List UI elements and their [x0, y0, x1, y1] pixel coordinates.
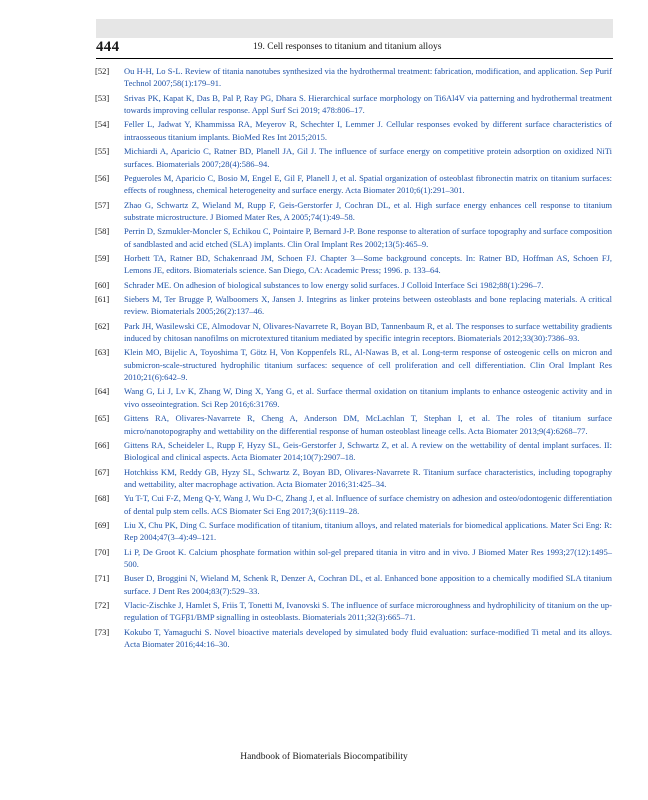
reference-number: [64]: [95, 386, 110, 397]
reference-entry: [95, 626, 612, 651]
header-bar: [96, 19, 613, 38]
reference-link[interactable]: Gittens RA, Olivares-Navarrete R, Cheng A, Anderson DM, McLachlan T, Stephan I, et al. The roles of titanium surface micro/nanotopography and wettability on the differential response of human osteoblast lineage cells. Acta Biomater 2013;9(4):6268–77.: [124, 413, 612, 436]
reference-link[interactable]: Schrader ME. On adhesion of biological substances to low energy solid surfaces. J Colloid Interface Sci 1982;88(1):296–7.: [124, 279, 544, 290]
header-rule: [96, 58, 613, 59]
reference-number: [57]: [95, 199, 110, 210]
reference-number: [62]: [95, 320, 110, 331]
reference-number: [73]: [95, 626, 110, 637]
reference-link[interactable]: Park JH, Wasilewski CE, Almodovar N, Olivares-Navarrete R, Boyan BD, Tannenbaum R, et al. The responses to surface wettability gradients induced by chitosan nanofilms on microtextured titanium mediated by specific integrin receptors. Biomaterials 2012;33(30):7386–93.: [124, 320, 612, 344]
reference-link[interactable]: Ou H-H, Lo S-L. Review of titania nanotubes synthesized via the hydrothermal treatment: fabrication, modification, and application. Sep Purif Technol 2007;58(1):179–91.: [124, 66, 612, 89]
reference-entry: [95, 199, 612, 224]
reference-link[interactable]: Zhao G, Schwartz Z, Wieland M, Rupp F, Geis-Gerstorfer J, Cochran DL, et al. High surface energy enhances cell response to titanium substrate microstructure. J Biomed Mater Res, A 2005;74(1):49–58.: [124, 199, 612, 222]
reference-entry: [95, 225, 612, 250]
reference-entry: [95, 492, 612, 517]
reference-link[interactable]: Siebers M, Ter Brugge P, Walboomers X, Jansen J. Integrins as linker proteins between osteoblasts and bone replacing materials. A critical review. Biomaterials 2005;26(2):137–46.: [124, 293, 612, 317]
reference-entry: [95, 172, 612, 197]
reference-entry: [95, 572, 612, 597]
reference-link[interactable]: Yu T-T, Cui F-Z, Meng Q-Y, Wang J, Wu D-C, Zhang J, et al. Influence of surface chemistry on adhesion and osteo/odontogenic differentiation of dental pulp stem cells. ACS Biomater Sci Eng 2017;3(6):1119–28.: [124, 493, 612, 516]
reference-number: [66]: [95, 439, 110, 450]
reference-link[interactable]: Srivas PK, Kapat K, Das B, Pal P, Ray PG, Dhara S. Hierarchical surface morphology on Ti6Al4V via patterning and hydrothermal treatment towards improving cellular response. Appl Surf Sci 2019; 478:806–17.: [124, 92, 612, 116]
running-head: 19. Cell responses to titanium and titanium alloys: [253, 42, 442, 52]
reference-entry: [95, 599, 612, 624]
reference-entry: [95, 279, 612, 291]
reference-entry: [95, 439, 612, 464]
reference-number: [56]: [95, 172, 110, 183]
reference-link[interactable]: Klein MO, Bijelic A, Toyoshima T, Götz H, Von Koppenfels RL, Al-Nawas B, et al. Long-term response of osteogenic cells on micron and submicron-scale-structured hydrophilic titanium surfaces: sequence of cell proliferation and cell differentiation. Clin Oral Implant Res 2010;21(6):642–9.: [124, 347, 612, 383]
reference-number: [67]: [95, 466, 110, 477]
reference-number: [68]: [95, 493, 110, 504]
reference-link[interactable]: Michiardi A, Aparicio C, Ratner BD, Planell JA, Gil J. The influence of surface energy on competitive protein adsorption on oxidized NiTi surfaces. Biomaterials 2007;28(4):586–94.: [124, 146, 612, 169]
reference-number: [58]: [95, 226, 110, 237]
reference-number: [54]: [95, 119, 110, 130]
reference-link[interactable]: Buser D, Broggini N, Wieland M, Schenk R, Denzer A, Cochran DL, et al. Enhanced bone apposition to a chemically modified SLA titanium surface. J Dent Res 2004;83(7):529–33.: [124, 573, 612, 596]
reference-entry: [95, 92, 612, 117]
reference-entry: [95, 385, 612, 410]
reference-link[interactable]: Hotchkiss KM, Reddy GB, Hyzy SL, Schwartz Z, Boyan BD, Olivares-Navarrete R. Titanium surface characteristics, including topography and wettability, alter macrophage activation. Acta Biomater 2016;31:425–34.: [124, 466, 612, 489]
reference-entry: [95, 519, 612, 544]
reference-entry: [95, 346, 612, 383]
reference-entry: [95, 546, 612, 571]
reference-number: [72]: [95, 600, 110, 611]
reference-link[interactable]: Feller L, Jadwat Y, Khammissa RA, Meyerov R, Schechter I, Lemmer J. Cellular responses evoked by different surface characteristics of intraosseous titanium implants. BioMed Res Int 2015;2015.: [124, 119, 612, 142]
reference-link[interactable]: Pegueroles M, Aparicio C, Bosio M, Engel E, Gil F, Planell J, et al. Spatial organization of osteoblast fibronectin matrix on titanium surfaces: effects of roughness, chemical heterogeneity and surface energy. Acta Biomater 2010;6(1):291–301.: [124, 172, 612, 196]
reference-number: [52]: [95, 66, 110, 76]
reference-number: [55]: [95, 146, 110, 157]
reference-number: [69]: [95, 519, 110, 530]
reference-number: [63]: [95, 347, 110, 358]
reference-number: [65]: [95, 413, 110, 424]
page-number: 444: [96, 39, 120, 55]
reference-link[interactable]: Li P, De Groot K. Calcium phosphate formation within sol-gel prepared titania in vitro and in vivo. J Biomed Mater Res 1993;27(12):1495–500.: [124, 546, 612, 570]
reference-number: [60]: [95, 279, 110, 290]
reference-link[interactable]: Liu X, Chu PK, Ding C. Surface modification of titanium, titanium alloys, and related materials for biomedical applications. Mater Sci Eng: R: Rep 2004;47(3–4):49–121.: [124, 519, 612, 543]
reference-link[interactable]: Kokubo T, Yamaguchi S. Novel bioactive materials developed by simulated body fluid evaluation: surface-modified Ti metal and its alloys. Acta Biomater 2016;44:16–30.: [124, 626, 612, 650]
reference-number: [61]: [95, 293, 110, 304]
reference-entry: [95, 65, 612, 90]
reference-entry: [95, 293, 612, 318]
reference-number: [70]: [95, 546, 110, 557]
reference-entry: [95, 466, 612, 491]
reference-entry: [95, 252, 612, 277]
reference-link[interactable]: Gittens RA, Scheideler L, Rupp F, Hyzy SL, Geis-Gerstorfer J, Schwartz Z, et al. A review on the wettability of dental implant surfaces. II: Biological and clinical aspects. Acta Biomater 2014;10(7):2907–18.: [124, 439, 612, 463]
reference-entry: [95, 320, 612, 345]
reference-link[interactable]: Perrin D, Szmukler-Moncler S, Echikou C, Pointaire P, Bernard J-P. Bone response to alteration of surface topography and surface composition of sandblasted and acid etched (SLA) implants. Clin Oral Implant Res 2002;13(5):465–9.: [124, 226, 612, 249]
reference-number: [59]: [95, 252, 110, 263]
reference-number: [53]: [95, 92, 110, 103]
reference-entry: [95, 118, 612, 143]
reference-link[interactable]: Wang G, Li J, Lv K, Zhang W, Ding X, Yang G, et al. Surface thermal oxidation on titanium implants to enhance osteogenic activity and in vivo osseointegration. Sci Rep 2016;6:31769.: [124, 386, 612, 409]
reference-list: [95, 65, 612, 652]
reference-entry: [95, 145, 612, 170]
reference-number: [71]: [95, 573, 110, 584]
book-title-footer: Handbook of Biomaterials Biocompatibility: [240, 752, 408, 762]
reference-entry: [95, 412, 612, 437]
reference-link[interactable]: Horbett TA, Ratner BD, Schakenraad JM, Schoen FJ. Chapter 3—Some background concepts. In: Ratner BD, Hoffman AS, Schoen FJ, Lemons JE, editors. Biomaterials science. San Diego, CA: Academic Press; 1996. p. 133–64.: [124, 252, 612, 276]
reference-link[interactable]: Vlacic-Zischke J, Hamlet S, Friis T, Tonetti M, Ivanovski S. The influence of surface microroughness and hydrophilicity of titanium on the up-regulation of TGFβ1/BMP signalling in osteoblasts. Biomaterials 2011;32(3):665–71.: [124, 600, 612, 623]
